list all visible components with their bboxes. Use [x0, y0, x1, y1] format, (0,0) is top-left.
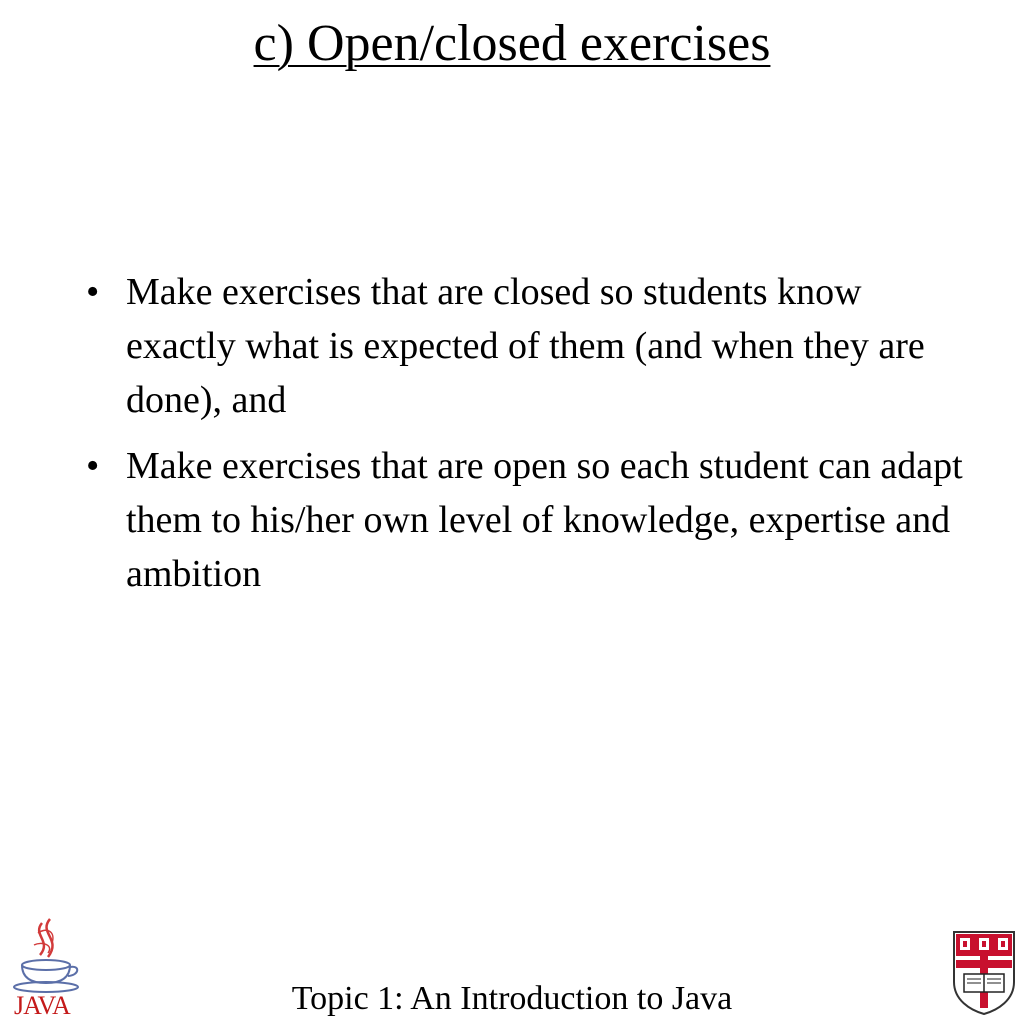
slide-footer: Topic 1: An Introduction to Java: [291, 980, 733, 1017]
university-crest-icon: [952, 930, 1016, 1016]
bullet-marker: •: [86, 271, 100, 313]
bullet-text: Make exercises that are open so each student can adapt them to his/her own level of knowledge, expertise and ambition: [126, 445, 963, 595]
slide-title: [0, 12, 1024, 76]
bullet-text: Make exercises that are closed so students know exactly what is expected of them (and when they are done), and: [126, 271, 925, 421]
university-crest-logo: [952, 930, 1016, 1016]
java-logo-text: JAVA: [14, 991, 70, 1020]
bullet-list: [84, 265, 964, 613]
slide-title-text: c) Open/closed exercises: [253, 15, 771, 72]
bullet-marker: •: [86, 445, 100, 487]
bullet-item: [84, 265, 964, 427]
bullet-item: [84, 439, 964, 601]
